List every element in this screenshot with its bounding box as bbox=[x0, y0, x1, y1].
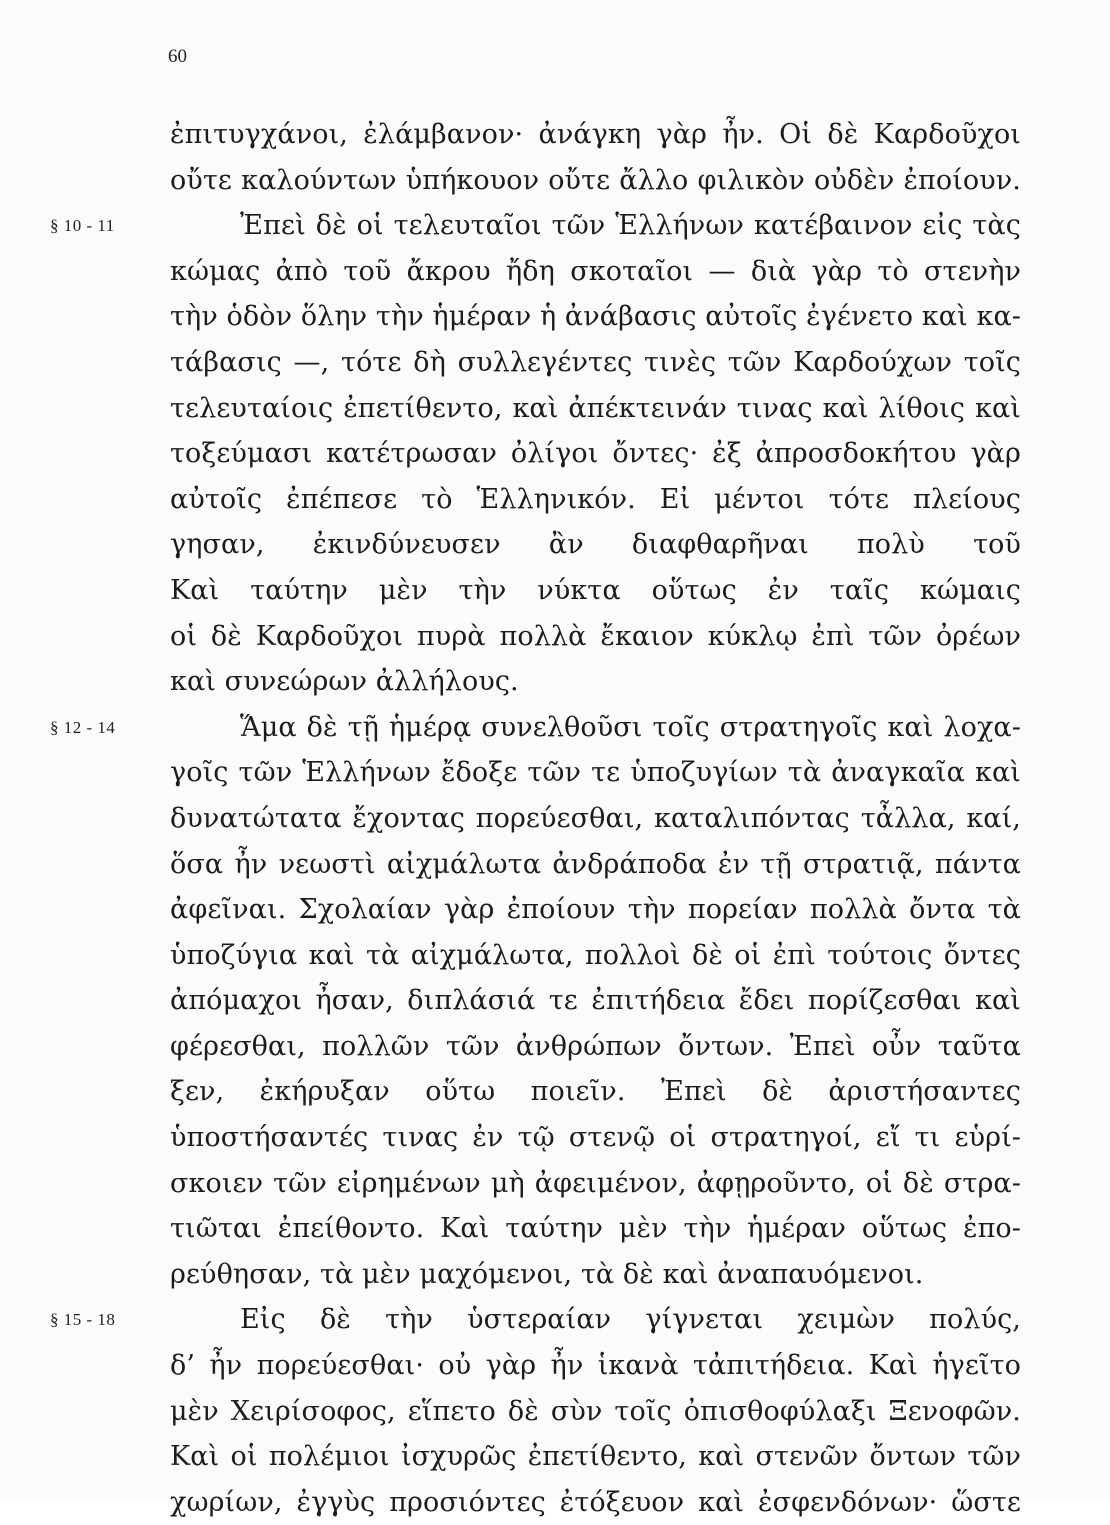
line-text: σκοιεν τῶν εἰρημένων μὴ ἀφειμένον, ἀφῃροῦντο, οἱ δὲ στρα- bbox=[170, 1167, 1021, 1199]
text-line bbox=[0, 1389, 1110, 1435]
text-line bbox=[0, 112, 1110, 158]
line-text: τελευταίοις ἐπετίθεντο, καὶ ἀπέκτεινάν τινας καὶ λίθοις καὶ bbox=[170, 392, 1021, 424]
line-text: δυνατώτατα ἔχοντας πορεύεσθαι, καταλιπόντας τἆλλα, καί, bbox=[170, 802, 1021, 834]
line-text: Ἅμα δὲ τῇ ἡμέρᾳ συνελθοῦσι τοῖς στρατηγοῖς καὶ λοχα- bbox=[240, 711, 1021, 743]
text-line bbox=[0, 1434, 1110, 1480]
line-text: δ’ ἦν πορεύεσθαι· οὐ γὰρ ἦν ἱκανὰ τἀπιτήδεια. Καὶ ἡγεῖτο bbox=[170, 1350, 1021, 1382]
text-line bbox=[0, 1343, 1110, 1389]
line-text: οὔτε καλούντων ὑπήκουον οὔτε ἄλλο φιλικὸν οὐδὲν ἐποίουν. bbox=[170, 164, 1021, 196]
line-text: ξεν, ἐκήρυξαν οὕτω ποιεῖν. Ἐπεὶ δὲ ἀριστήσαντες bbox=[170, 1076, 1021, 1108]
text-line bbox=[0, 933, 1110, 979]
line-text: Εἰς δὲ τὴν ὑστεραίαν γίγνεται χειμὼν πολύς, bbox=[240, 1304, 1021, 1336]
text-line bbox=[0, 158, 1110, 204]
section-marker: § 15 - 18 bbox=[50, 1310, 116, 1330]
line-text: χωρίων, ἐγγὺς προσιόντες ἐτόξευον καὶ ἐσφενδόνων· ὥστε bbox=[170, 1486, 1021, 1518]
text-line bbox=[0, 1252, 1110, 1298]
line-text: ρεύθησαν, τὰ μὲν μαχόμενοι, τὰ δὲ καὶ ἀναπαυόμενοι. bbox=[170, 1258, 924, 1290]
line-text: γησαν, ἐκινδύνευσεν ἂν διαφθαρῆναι πολὺ τοῦ bbox=[170, 529, 1021, 561]
text-line bbox=[0, 1069, 1110, 1115]
text-line bbox=[0, 249, 1110, 295]
line-text: τάβασις —, τότε δὴ συλλεγέντες τινὲς τῶν Καρδούχων τοῖς bbox=[170, 346, 1021, 378]
text-line bbox=[0, 340, 1110, 386]
text-line bbox=[0, 1480, 1110, 1525]
line-text: αὐτοῖς ἐπέπεσε τὸ Ἑλληνικόν. Εἰ μέντοι τότε πλείους bbox=[170, 483, 1021, 515]
line-text: τὴν ὁδὸν ὅλην τὴν ἡμέραν ἡ ἀνάβασις αὐτοῖς ἐγένετο καὶ κα- bbox=[170, 301, 1021, 333]
text-line bbox=[0, 477, 1110, 523]
line-text: ἀφεῖναι. Σχολαίαν γὰρ ἐποίουν τὴν πορείαν πολλὰ ὄντα τὰ bbox=[170, 894, 1021, 926]
line-text: Καὶ οἱ πολέμιοι ἰσχυρῶς ἐπετίθεντο, καὶ στενῶν ὄντων τῶν bbox=[170, 1441, 1021, 1473]
line-text: μὲν Χειρίσοφος, εἵπετο δὲ σὺν τοῖς ὀπισθοφύλαξι Ξενοφῶν. bbox=[170, 1395, 1021, 1427]
line-text: ὑποζύγια καὶ τὰ αἰχμάλωτα, πολλοὶ δὲ οἱ ἐπὶ τούτοις ὄντες bbox=[170, 939, 1021, 971]
text-line bbox=[0, 386, 1110, 432]
line-text: τιῶται ἐπείθοντο. Καὶ ταύτην μὲν τὴν ἡμέραν οὕτως ἐπο- bbox=[170, 1213, 1021, 1245]
text-line bbox=[0, 705, 1110, 751]
line-text: Ἐπεὶ δὲ οἱ τελευταῖοι τῶν Ἑλλήνων κατέβαινον εἰς τὰς bbox=[240, 210, 1021, 242]
text-line bbox=[0, 522, 1110, 568]
line-text: κώμας ἀπὸ τοῦ ἄκρου ἤδη σκοταῖοι — διὰ γὰρ τὸ στενὴν bbox=[170, 255, 1021, 287]
text-body bbox=[0, 112, 1110, 1525]
line-text: ἐπιτυγχάνοι, ἐλάμβανον· ἀνάγκη γὰρ ἦν. Οἱ δὲ Καρδοῦχοι bbox=[170, 119, 1021, 150]
page-number: 60 bbox=[168, 46, 187, 67]
section-marker: § 10 - 11 bbox=[50, 216, 115, 236]
line-text: ἀπόμαχοι ἦσαν, διπλάσιά τε ἐπιτήδεια ἔδει πορίζεσθαι καὶ bbox=[170, 985, 1021, 1017]
text-line bbox=[0, 294, 1110, 340]
text-line bbox=[0, 659, 1110, 705]
text-line bbox=[0, 1161, 1110, 1207]
text-line bbox=[0, 842, 1110, 888]
text-line bbox=[0, 568, 1110, 614]
text-line bbox=[0, 1115, 1110, 1161]
text-line bbox=[0, 796, 1110, 842]
line-text: ὑποστήσαντές τινας ἐν τῷ στενῷ οἱ στρατηγοί, εἴ τι εὑρί- bbox=[170, 1122, 1021, 1154]
section-marker: § 12 - 14 bbox=[50, 717, 116, 737]
line-text: φέρεσθαι, πολλῶν τῶν ἀνθρώπων ὄντων. Ἐπεὶ οὖν ταῦτα bbox=[170, 1030, 1021, 1062]
text-line bbox=[0, 1297, 1110, 1343]
text-line bbox=[0, 431, 1110, 477]
line-text: ὅσα ἦν νεωστὶ αἰχμάλωτα ἀνδράποδα ἐν τῇ στρατιᾷ, πάντα bbox=[170, 848, 1021, 880]
text-line bbox=[0, 614, 1110, 660]
text-line bbox=[0, 978, 1110, 1024]
line-text: τοξεύμασι κατέτρωσαν ὀλίγοι ὄντες· ἐξ ἀπροσδοκήτου γὰρ bbox=[170, 438, 1021, 470]
text-line bbox=[0, 750, 1110, 796]
text-line bbox=[0, 1206, 1110, 1252]
line-text: καὶ συνεώρων ἀλλήλους. bbox=[170, 666, 519, 698]
text-line bbox=[0, 1024, 1110, 1070]
text-line bbox=[0, 887, 1110, 933]
line-text: οἱ δὲ Καρδοῦχοι πυρὰ πολλὰ ἔκαιον κύκλῳ ἐπὶ τῶν ὀρέων bbox=[170, 620, 1021, 652]
line-text: γοῖς τῶν Ἑλλήνων ἔδοξε τῶν τε ὑποζυγίων τὰ ἀναγκαῖα καὶ bbox=[170, 757, 1021, 789]
line-text: Καὶ ταύτην μὲν τὴν νύκτα οὕτως ἐν ταῖς κώμαις bbox=[170, 574, 1021, 606]
text-line bbox=[0, 203, 1110, 249]
